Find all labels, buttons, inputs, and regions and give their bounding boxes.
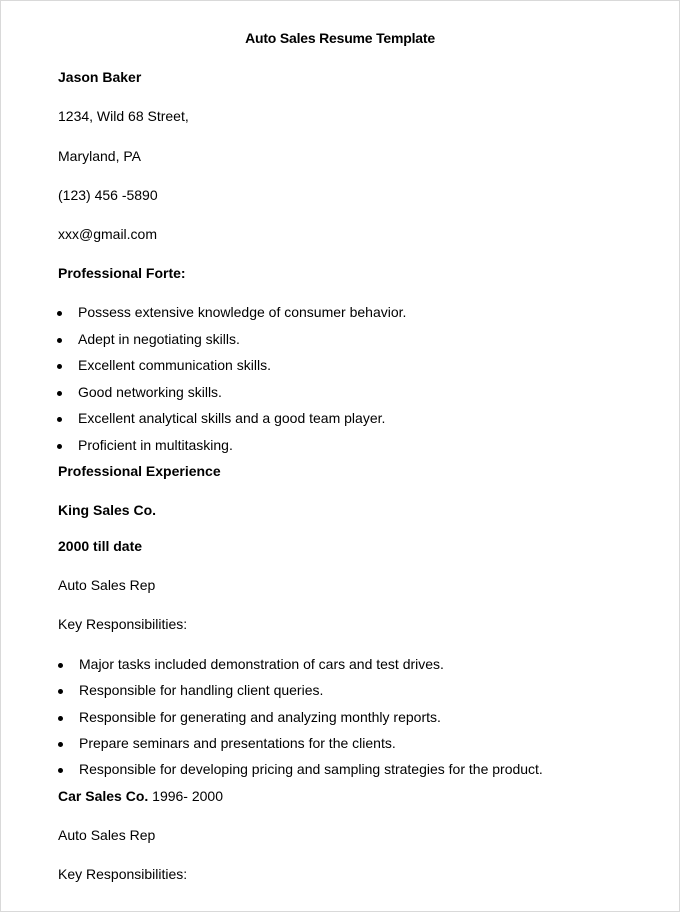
bullet-icon <box>57 338 62 343</box>
bullet-icon <box>58 663 63 668</box>
phone-number: (123) 456 -5890 <box>58 187 158 203</box>
job2-header <box>58 788 223 804</box>
email-address: xxx@gmail.com <box>58 226 158 242</box>
bullet-icon <box>58 742 63 747</box>
bullet-icon <box>57 444 62 449</box>
job2-dates: 1996- 2000 <box>152 788 223 804</box>
bullet-icon <box>58 716 63 721</box>
job2-role: Auto Sales Rep <box>58 827 156 843</box>
job2-responsibilities-label: Key Responsibilities: <box>58 866 188 882</box>
bullet-icon <box>57 417 62 422</box>
bullet-icon <box>57 311 62 316</box>
bullet-icon <box>58 768 63 773</box>
forte-heading: Professional Forte: <box>58 265 186 281</box>
job2-company: Car Sales Co. <box>58 788 149 804</box>
document-title: Auto Sales Resume Template <box>245 30 435 46</box>
resume-page: Auto Sales Resume Template Jason Baker 1234, Wild 68 Street, Maryland, PA (123) 456 -5890 xxx@gmail.com Professional Forte: Possess extensive knowledge of consumer behavior. Adept in negotiating skills. Excellent communication skills. Good networking skills. Excellent analytical skills and a good team player. Proficient in multitasking. Professional Experience King Sales Co. 2000 till date Auto Sales Rep Key Responsibilities: Major tasks included demonstration of cars and test drives. Responsible for handling client queries. Responsible for generating and analyzing monthly reports. Prepare seminars and presentations for the clients. Responsible for developing pricing and sampling strategies for the product. Car Sales Co. 1996- 2000 Auto Sales Rep Key Responsibilities: <box>0 0 680 912</box>
job1-dates: 2000 till date <box>58 538 143 554</box>
bullet-icon <box>58 689 63 694</box>
address-line-1: 1234, Wild 68 Street, <box>58 108 189 124</box>
job1-responsibilities-label: Key Responsibilities: <box>58 616 188 632</box>
job1-role: Auto Sales Rep <box>58 577 156 593</box>
experience-heading: Professional Experience <box>58 463 221 479</box>
job1-company: King Sales Co. <box>58 502 157 518</box>
bullet-icon <box>57 391 62 396</box>
candidate-name: Jason Baker <box>58 69 142 85</box>
address-line-2: Maryland, PA <box>58 148 141 164</box>
bullet-icon <box>57 364 62 369</box>
